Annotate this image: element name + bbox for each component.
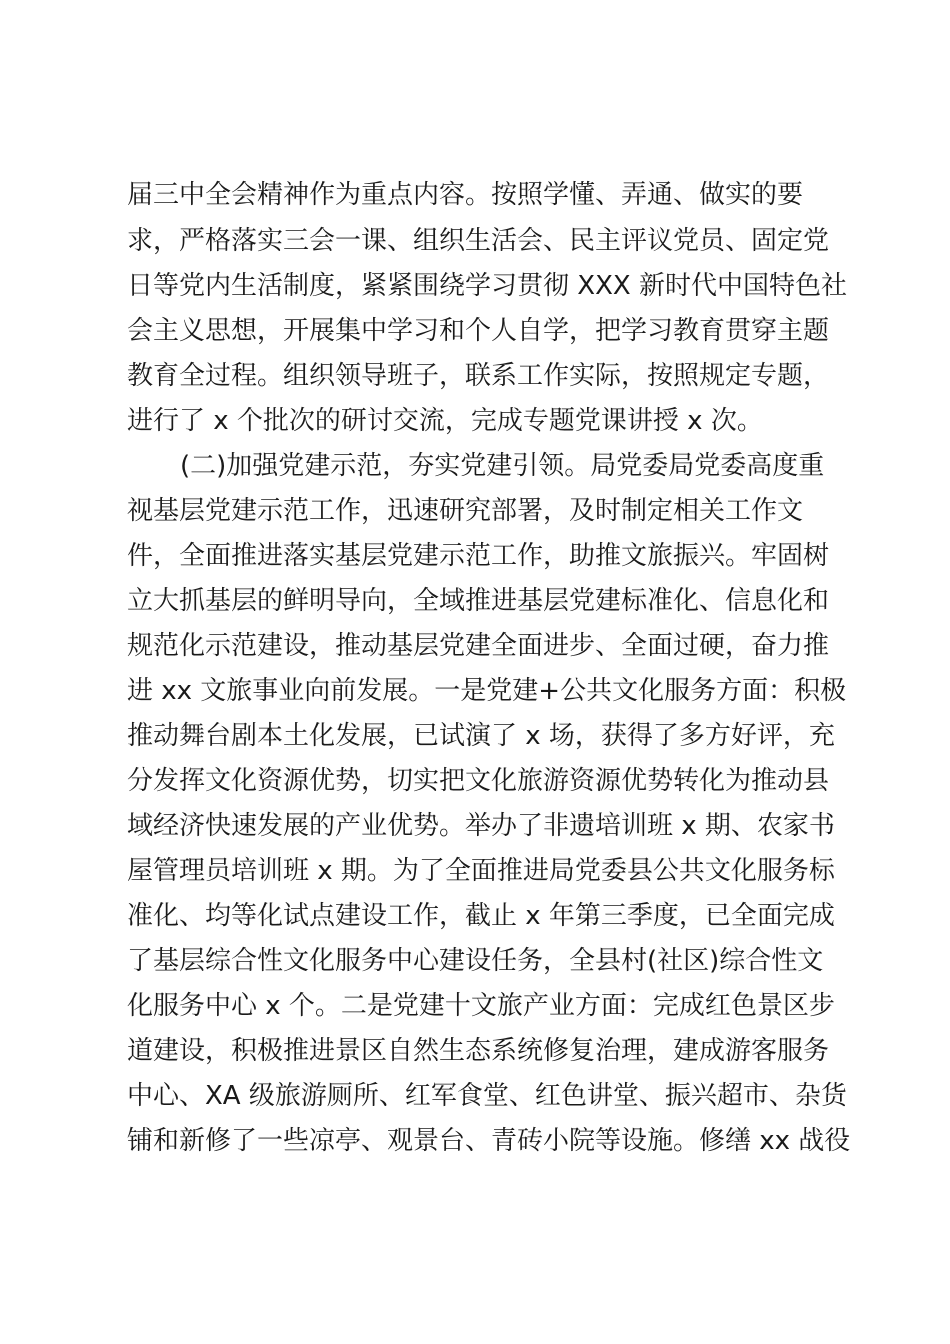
text-line: 铺和新修了一些凉亭、观景台、青砖小院等设施。修缮 xx 战役 (127, 1126, 851, 1156)
text-line: 了基层综合性文化服务中心建设任务，全县村(社区)综合性文 (127, 946, 824, 976)
text-line: 件，全面推进落实基层党建示范工作，助推文旅振兴。牢固树 (127, 541, 830, 571)
text-line: 分发挥文化资源优势，切实把文化旅游资源优势转化为推动县 (127, 766, 830, 796)
paragraph-heading-line: (二)加强党建示范，夯实党建引领。局党委局党委高度重 (180, 451, 825, 481)
text-line: 求，严格落实三会一课、组织生活会、民主评议党员、固定党 (127, 226, 830, 256)
text-line: 化服务中心 x 个。二是党建十文旅产业方面：完成红色景区步 (127, 991, 835, 1021)
text-line: 推动舞台剧本土化发展，已试演了 x 场，获得了多方好评，充 (127, 721, 835, 751)
text-line: 规范化示范建设，推动基层党建全面进步、全面过硬，奋力推 (127, 631, 830, 661)
text-line: 中心、XA 级旅游厕所、红军食堂、红色讲堂、振兴超市、杂货 (127, 1081, 847, 1111)
text-line: 准化、均等化试点建设工作，截止 x 年第三季度，已全面完成 (127, 901, 835, 931)
text-line: 日等党内生活制度，紧紧围绕学习贯彻 XXX 新时代中国特色社 (127, 271, 847, 301)
text-line: 道建设，积极推进景区自然生态系统修复治理，建成游客服务 (127, 1036, 830, 1066)
text-line: 届三中全会精神作为重点内容。按照学懂、弄通、做实的要 (127, 180, 804, 210)
text-line: 视基层党建示范工作，迅速研究部署，及时制定相关工作文 (127, 496, 804, 526)
text-line: 立大抓基层的鲜明导向，全域推进基层党建标准化、信息化和 (127, 586, 830, 616)
text-line: 教育全过程。组织领导班子，联系工作实际，按照规定专题， (127, 361, 830, 391)
text-line: 域经济快速发展的产业优势。举办了非遗培训班 x 期、农家书 (127, 811, 835, 841)
text-line: 进行了 x 个批次的研讨交流，完成专题党课讲授 x 次。 (127, 406, 763, 436)
text-line: 会主义思想，开展集中学习和个人自学，把学习教育贯穿主题 (127, 316, 830, 346)
text-line: 屋管理员培训班 x 期。为了全面推进局党委县公共文化服务标 (127, 856, 835, 886)
text-line: 进 xx 文旅事业向前发展。一是党建+公共文化服务方面：积极 (127, 676, 847, 706)
